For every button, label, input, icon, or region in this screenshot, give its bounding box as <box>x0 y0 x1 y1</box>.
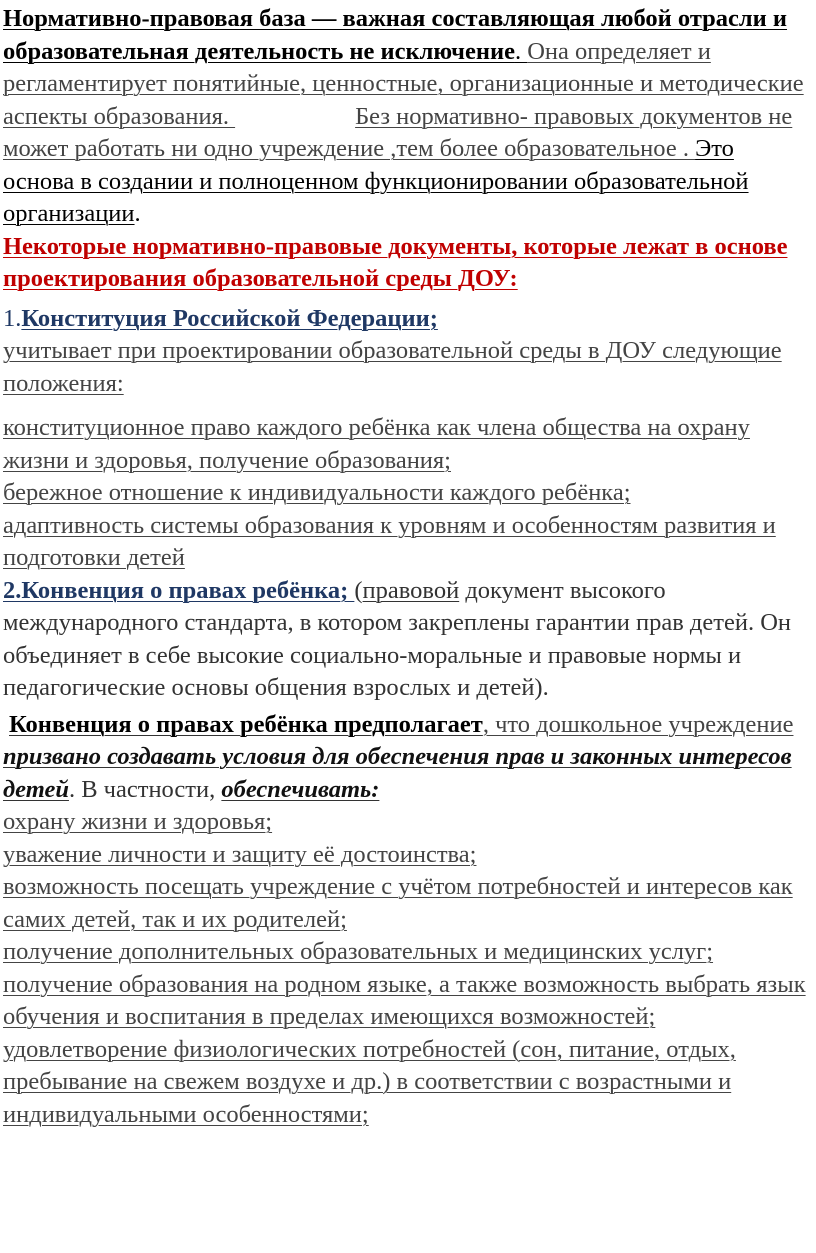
list-item <box>3 806 811 839</box>
intro-text-2: Без нормативно- правовых документов не может работать ни одно учреждение ,тем более образовательное . <box>3 102 793 162</box>
intro-text-3-end: . <box>134 200 141 227</box>
section2-title: 2.Конвенция о правах ребёнка; <box>3 576 355 604</box>
section1-item-1: конституционное право каждого ребёнка как члена общества на охрану жизни и здоровья, получение образования; <box>3 414 750 474</box>
section2-item-1: охрану жизни и здоровья; <box>3 808 273 835</box>
convention-lead-bold: Конвенция о правах ребёнка предполагает <box>9 710 483 738</box>
section2-item-6: удовлетворение физиологических потребностей (сон, питание, отдых, пребывание на свежем воздухе и др.) в соответствии с возрастными и индивидуальными особенностями; <box>3 1035 736 1128</box>
intro-text-1: Она определяет и регламентирует понятийные, ценностные, организационные и методические аспекты образования. <box>3 37 804 130</box>
convention-lead-text: , что дошкольное учреждение <box>482 710 794 738</box>
section2-word-legal: правовой <box>362 576 460 604</box>
section1-number: 1. <box>3 304 22 332</box>
section2-item-3: возможность посещать учреждение с учётом потребностей и интересов как самих детей, так и их родителей; <box>3 873 793 933</box>
list-item <box>3 510 811 575</box>
section1-subtitle-text: учитывает при проектировании образовательной среды в ДОУ следующие положения: <box>3 337 782 397</box>
list-item <box>3 839 811 872</box>
intro-bold-line: Нормативно-правовая база — важная составляющая любой отрасли и образовательная деятельность не исключение <box>3 5 788 65</box>
section2-list <box>3 806 811 1131</box>
intro-bold-end: . <box>514 37 528 65</box>
section1-item-3: адаптивность системы образования к уровням и особенностям развития и подготовки детей <box>3 511 776 571</box>
convention-lead <box>3 709 811 807</box>
section1-title: Конституция Российской Федерации; <box>21 304 438 332</box>
section-heading-text: Некоторые нормативно-правовые документы, которые лежат в основе проектирования образовательной среды ДОУ: <box>3 232 788 292</box>
document-page <box>3 3 811 1131</box>
section2-open-paren: ( <box>354 576 363 604</box>
section1-title-line <box>3 303 811 336</box>
section2-item-4: получение дополнительных образовательных и медицинских услуг; <box>3 938 714 965</box>
list-item <box>3 871 811 936</box>
list-item <box>3 412 811 477</box>
list-item <box>3 1034 811 1132</box>
convention-lead-emphasis: призвано создавать условия для обеспечения прав и законных интересов детей <box>3 743 792 803</box>
section2-item-2: уважение личности и защиту её достоинства; <box>3 840 477 868</box>
section2-desc: документ высокого международного стандарта, в котором закреплены гарантии прав детей. Он объединяет в себе высокие социально-моральные и правовые нормы и педагогические основы общения взрослых и детей). <box>3 576 791 701</box>
list-item <box>3 477 811 510</box>
intro-text-3: Это основа в создании и полноценном функционировании образовательной организации <box>3 135 749 227</box>
section1-item-2: бережное отношение к индивидуальности каждого ребёнка; <box>3 479 631 506</box>
section1-subtitle <box>3 335 811 400</box>
section1-list <box>3 412 811 575</box>
intro-paragraph <box>3 3 811 231</box>
section2-item-5: получение образования на родном языке, а также возможность выбрать язык обучения и воспитания в пределах имеющихся возможностей; <box>3 970 806 1030</box>
section2-paragraph <box>3 575 811 705</box>
list-item <box>3 936 811 969</box>
list-item <box>3 969 811 1034</box>
convention-lead-text-2: . В частности, <box>68 775 222 803</box>
section-heading <box>3 231 811 296</box>
convention-lead-emphasis-2: обеспечивать: <box>221 775 380 803</box>
